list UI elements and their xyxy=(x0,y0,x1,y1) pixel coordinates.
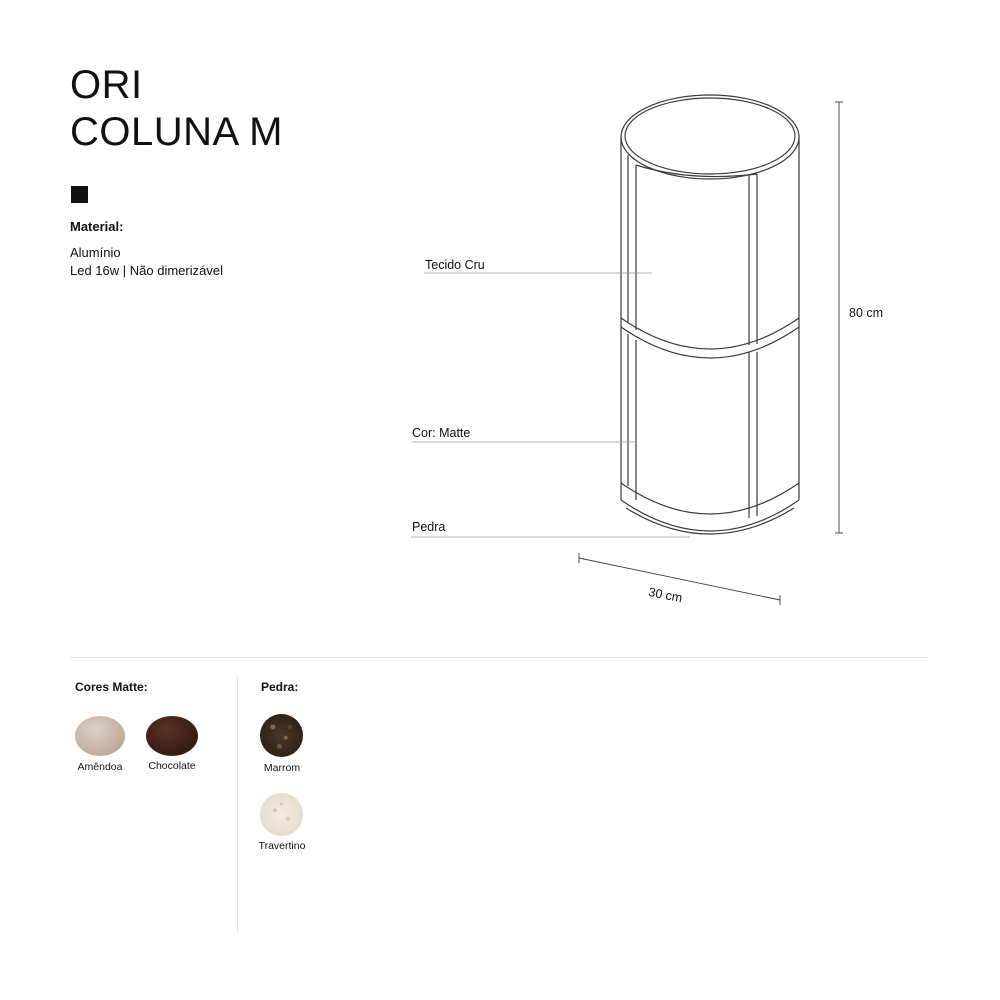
mid-ring-lower xyxy=(621,327,799,358)
base-ring-lower xyxy=(621,500,799,531)
mid-ring-upper xyxy=(621,318,799,349)
product-title-line1: ORI xyxy=(70,63,143,107)
width-dimension-label: 30 cm xyxy=(647,585,684,606)
section-divider xyxy=(70,657,928,658)
material-label: Material: xyxy=(70,219,124,234)
swatch-label-chocolate: Chocolate xyxy=(148,760,196,772)
base-stone xyxy=(626,508,794,534)
base-ring-upper xyxy=(621,483,799,514)
stone-label: Pedra: xyxy=(261,680,299,694)
matte-colors-label: Cores Matte: xyxy=(75,680,148,694)
height-dimension-label: 80 cm xyxy=(849,306,884,320)
swatch-marrom[interactable] xyxy=(260,714,303,757)
swatch-label-marrom: Marrom xyxy=(263,762,301,774)
top-cap-inner xyxy=(625,98,795,174)
top-cap-outer xyxy=(621,95,799,179)
material-line-2: Led 16w | Não dimerizável xyxy=(70,263,223,278)
material-line-1: Alumínio xyxy=(70,245,121,260)
swatch-travertino[interactable] xyxy=(260,793,303,836)
options-divider xyxy=(237,677,238,933)
product-title-line2: COLUNA M xyxy=(70,110,283,154)
swatch-amendoa[interactable] xyxy=(75,716,125,756)
swatch-chocolate[interactable] xyxy=(146,716,198,756)
callout-stone: Pedra xyxy=(412,520,446,534)
callout-color: Cor: Matte xyxy=(412,426,471,440)
swatch-label-amendoa: Amêndoa xyxy=(77,761,123,773)
callout-fabric: Tecido Cru xyxy=(425,258,485,272)
swatch-label-travertino: Travertino xyxy=(258,840,306,852)
